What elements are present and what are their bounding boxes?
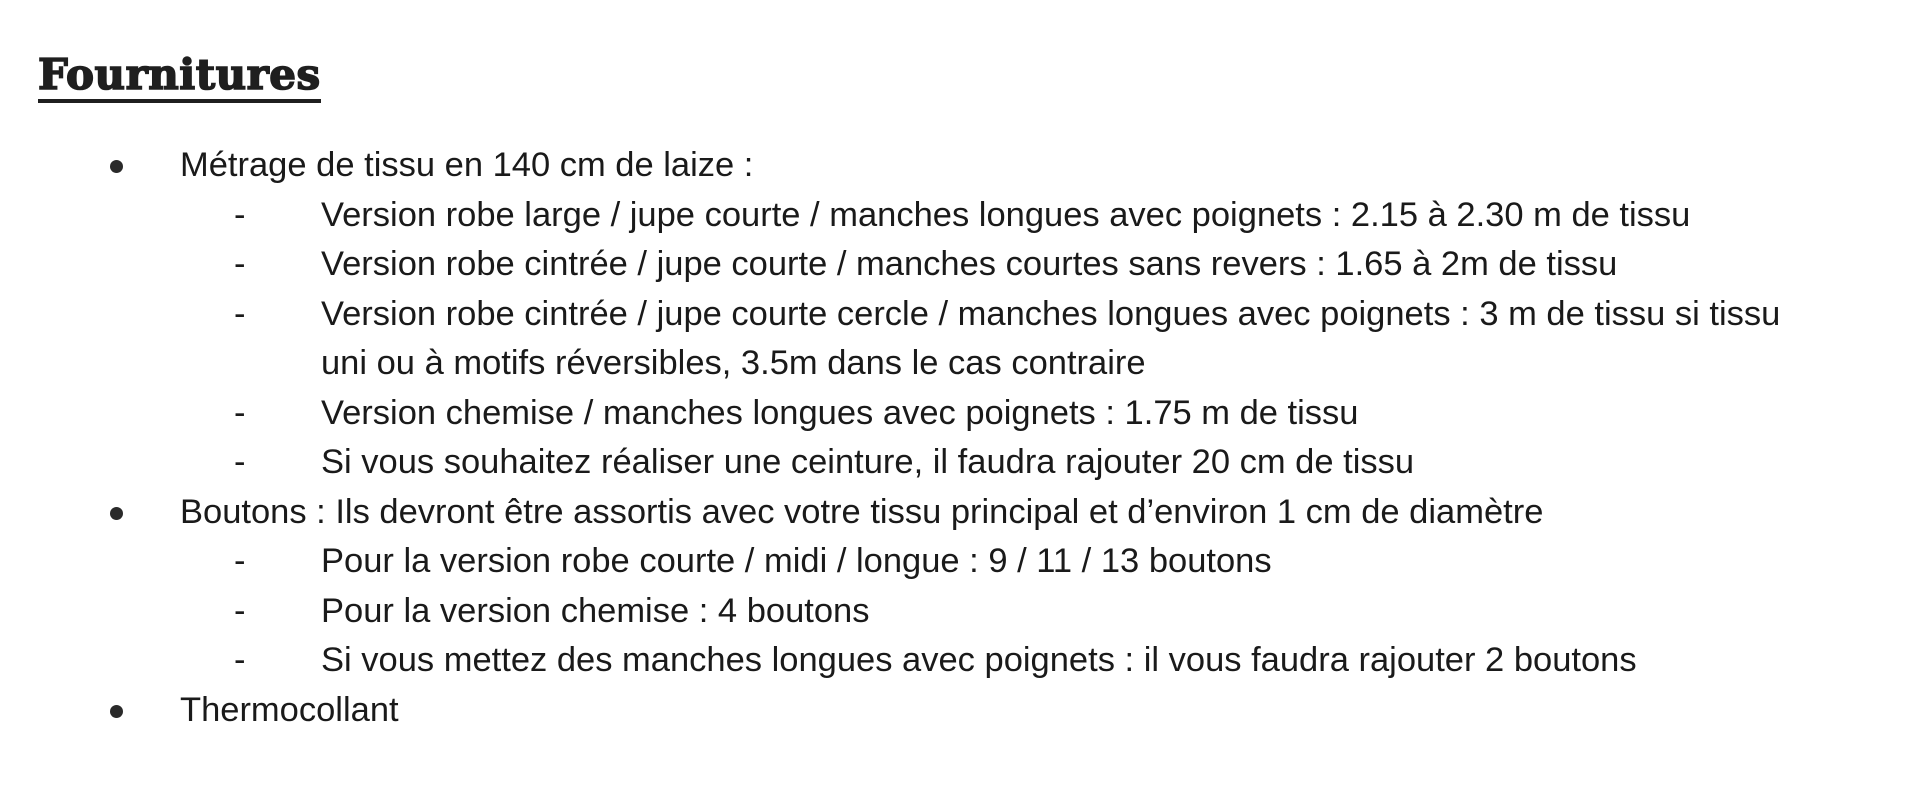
list-item-fabric-yardage xyxy=(0,141,1920,191)
bullet-icon xyxy=(110,160,123,173)
list-item-text: Métrage de tissu en 140 cm de laize : xyxy=(180,146,754,184)
sub-list-item-text: Version chemise / manches longues avec poignets : 1.75 m de tissu xyxy=(321,393,1359,432)
sub-list-item-text: Version robe cintrée / jupe courte / manches courtes sans revers : 1.65 à 2m de tissu xyxy=(321,245,1618,283)
sub-list-item xyxy=(0,587,1920,637)
sub-list-item-text: Version robe cintrée / jupe courte cercle / manches longues avec poignets : 3 m de tissu si tissu xyxy=(321,294,1781,333)
bullet-icon xyxy=(110,705,123,718)
list-item-buttons xyxy=(0,488,1920,538)
list-item-interfacing xyxy=(0,686,1920,736)
sub-list-item-text: Pour la version robe courte / midi / longue : 9 / 11 / 13 boutons xyxy=(321,542,1272,580)
dash-icon: - xyxy=(234,443,246,481)
sub-list-item xyxy=(0,636,1920,686)
sub-list-item xyxy=(0,240,1920,290)
dash-icon: - xyxy=(234,393,246,432)
sub-list-item-text: uni ou à motifs réversibles, 3.5m dans le cas contraire xyxy=(321,344,1146,382)
dash-icon: - xyxy=(234,294,246,333)
sub-list-item-text: Si vous souhaitez réaliser une ceinture, il faudra rajouter 20 cm de tissu xyxy=(321,443,1415,481)
sub-list-item xyxy=(0,290,1920,340)
dash-icon: - xyxy=(234,542,246,580)
supplies-list xyxy=(0,141,1920,735)
dash-icon: - xyxy=(234,641,246,679)
sub-list-item-text: Si vous mettez des manches longues avec poignets : il vous faudra rajouter 2 boutons xyxy=(321,641,1637,679)
dash-icon: - xyxy=(234,195,246,234)
list-item-text: Thermocollant xyxy=(180,690,399,729)
section-title: Fournitures xyxy=(38,54,321,103)
sub-list-item-text: Pour la version chemise : 4 boutons xyxy=(321,591,870,630)
sub-list-item xyxy=(0,191,1920,241)
sub-list-item xyxy=(0,537,1920,587)
sub-list-item-continuation xyxy=(0,339,1920,389)
dash-icon: - xyxy=(234,245,246,283)
sub-list-item xyxy=(0,389,1920,439)
dash-icon: - xyxy=(234,591,246,630)
sub-list-item xyxy=(0,438,1920,488)
list-item-text: Boutons : Ils devront être assortis avec votre tissu principal et d’environ 1 cm de diamètre xyxy=(180,492,1544,531)
sub-list-item-text: Version robe large / jupe courte / manches longues avec poignets : 2.15 à 2.30 m de tissu xyxy=(321,195,1691,234)
bullet-icon xyxy=(110,507,123,520)
